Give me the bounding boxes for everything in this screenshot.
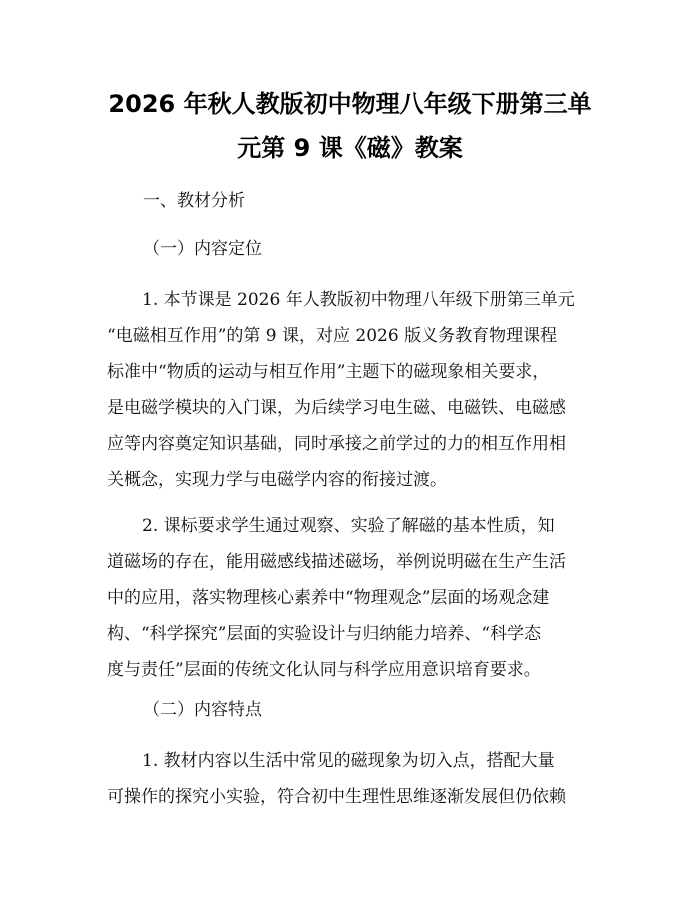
paragraph-line: 2. 课标要求学生通过观察、实验了解磁的基本性质，知: [142, 516, 555, 536]
subsection-heading-content-features: （二）内容特点: [143, 700, 262, 720]
paragraph-line: 标准中“物质的运动与相互作用”主题下的磁现象相关要求，: [107, 362, 550, 382]
paragraph-line: 关概念，实现力学与电磁学内容的衔接过渡。: [107, 470, 447, 490]
paragraph-line: “电磁相互作用”的第 9 课，对应 2026 版义务教育物理课程: [107, 326, 558, 346]
paragraph-content-positioning-1: [107, 282, 597, 498]
paragraph-line: 应等内容奠定知识基础，同时承接之前学过的力的相互作用相: [107, 434, 566, 454]
paragraph-line: 1. 教材内容以生活中常见的磁现象为切入点，搭配大量: [142, 751, 555, 771]
subsection-heading-content-positioning: （一）内容定位: [143, 239, 262, 259]
paragraph-line: 是电磁学模块的入门课，为后续学习电生磁、电磁铁、电磁感: [107, 398, 566, 418]
paragraph-line: 中的应用，落实物理核心素养中“物理观念”层面的场观念建: [107, 588, 550, 608]
paragraph-line: 1. 本节课是 2026 年人教版初中物理八年级下册第三单元: [142, 290, 575, 310]
paragraph-line: 可操作的探究小实验，符合初中生理性思维逐渐发展但仍依赖: [107, 787, 566, 807]
document-title-line-1: 2026 年秋人教版初中物理八年级下册第三单: [108, 90, 592, 118]
paragraph-content-positioning-2: [107, 508, 597, 688]
paragraph-content-features-1: [107, 743, 597, 815]
paragraph-line: 道磁场的存在，能用磁感线描述磁场，举例说明磁在生产生活: [107, 552, 566, 572]
paragraph-line: 构、“科学探究”层面的实验设计与归纳能力培养、“科学态: [107, 624, 542, 644]
section-heading-textbook-analysis: 一、教材分析: [143, 191, 245, 211]
paragraph-line: 度与责任”层面的传统文化认同与科学应用意识培育要求。: [107, 660, 541, 680]
document-title-line-2: 元第 9 课《磁》教案: [237, 134, 463, 162]
